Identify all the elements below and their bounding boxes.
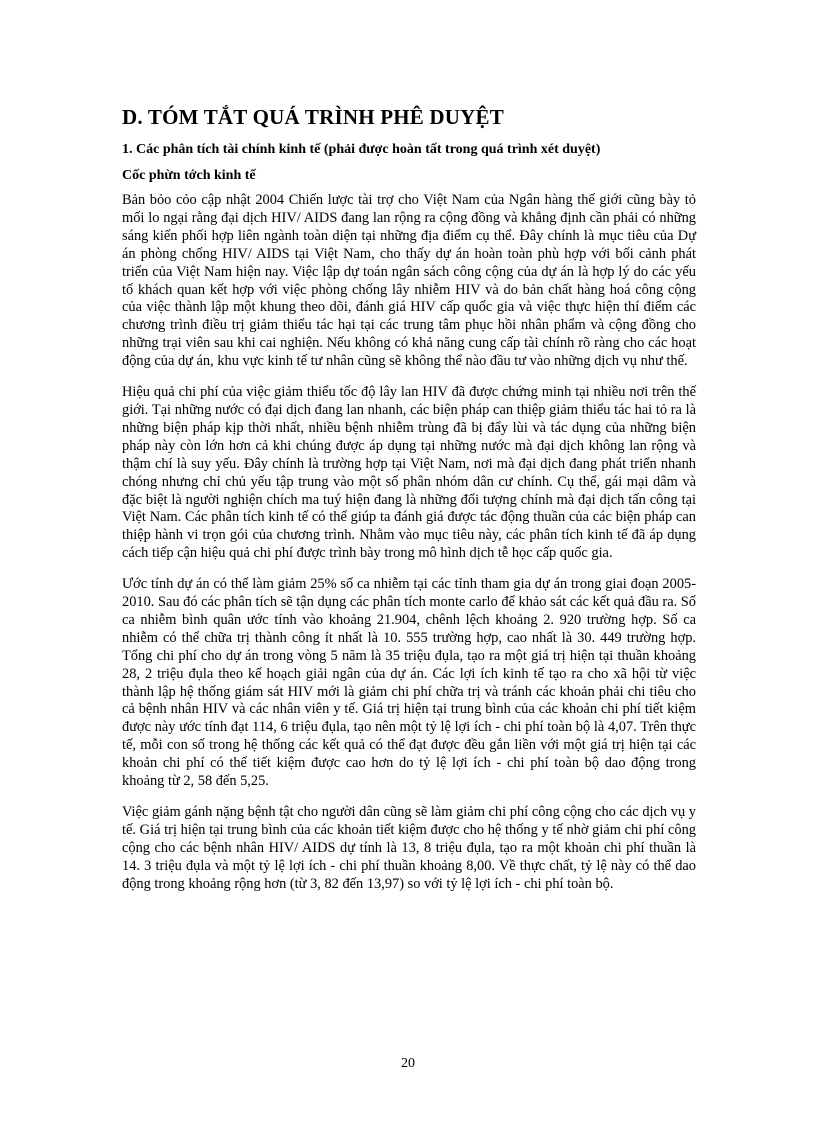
- subsection-title: 1. Các phân tích tài chính kinh tế (phải được hoàn tất trong quá trình xét duyệt): [122, 142, 601, 157]
- paragraph-1: Bản bỏo cỏo cập nhật 2004 Chiến lược tài trợ cho Việt Nam của Ngân hàng thế giới cũng bày tỏ mối lo ngại rằng đại dịch HIV/ AIDS đang lan rộng ra cộng đồng và khẳng định cần phải có những sáng kiến phối hợp liên ngành toàn diện tại những địa điểm cụ thể. Đây chính là mục tiêu của Dự án phòng chống HIV/ AIDS tại Việt Nam, cho thấy dự án hoàn toàn phù hợp với bối cảnh phát triển của Việt Nam hiện nay. Việc lập dự toán ngân sách công cộng của dự án là hợp lý do các yếu tố khách quan kết hợp với việc phòng chống lây nhiễm HIV và do bản chất hàng hoá công cộng của việc thành lập một khung theo dõi, đánh giá HIV cấp quốc gia và việc thực hiện thí điểm các chương trình điều trị giảm thiểu tác hại tại các trung tâm phục hồi nhân phẩm và cộng đồng cho những trại viên sau khi cai nghiện. Nếu không có khả năng cung cấp tài chính rõ ràng cho các hoạt động của dự án, khu vực kinh tế tư nhân cũng sẽ không thể nào đầu tư vào những dịch vụ như thế.: [122, 192, 696, 370]
- section-title: D. TÓM TẮT QUÁ TRÌNH PHÊ DUYỆT: [122, 105, 504, 129]
- paragraph-4: Việc giảm gánh nặng bệnh tật cho người dân cũng sẽ làm giảm chi phí công cộng cho các dịch vụ y tế. Giá trị hiện tại trung bình của các khoản tiết kiệm được cho hệ thống y tế nhờ giảm chi phí công cộng cho các bệnh nhân HIV/ AIDS dự tính là 13, 8 triệu đụla, tạo ra một khoản chi phí thuần là 14. 3 triệu đụla và một tỷ lệ lợi ích - chi phí thuần khoảng 8,00. Về thực chất, tỷ lệ này có thể dao động trong khoảng rộng hơn (từ 3, 82 đến 13,97) so với tỷ lệ lợi ích - chi phí toàn bộ.: [122, 804, 696, 892]
- paragraph-3: Ước tính dự án có thể làm giảm 25% số ca nhiễm tại các tỉnh tham gia dự án trong giai đoạn 2005-2010. Sau đó các phân tích sẽ tận dụng các phân tích monte carlo để khảo sát các kết quả đầu ra. Số ca nhiễm bình quân ước tính vào khoảng 21.904, chênh lệch khoảng 2. 920 trường hợp. Số ca nhiễm có thể chữa trị thành công ít nhất là 10. 555 trường hợp, cao nhất là 30. 449 trường hợp. Tổng chi phí cho dự án trong vòng 5 năm là 35 triệu đụla, tạo ra một giá trị hiện tại thuần khoảng 28, 2 triệu đụla theo kế hoạch giải ngân của dự án. Các lợi ích kinh tế tạo ra cho xã hội từ việc thành lập hệ thống giám sát HIV mới là giảm chi phí chữa trị và tránh các khoản phải chi tiêu cho cả bệnh nhân HIV và các nhân viên y tế. Giá trị hiện tại trung bình của các khoản chi phí tiết kiệm được này ước tính đạt 114, 6 triệu đụla, tạo nên một tỷ lệ lợi ích - chi phí toàn bộ là 4,07. Trên thực tế, mỗi con số trong hệ thống các kết quả có thể đạt được đều gắn liền với một giá trị hiện tại các khoản chi phí có thể tiết kiệm được cao hơn do tỷ lệ lợi ích - chi phí toàn bộ dao động trong khoảng từ 2, 58 đến 5,25.: [122, 576, 696, 790]
- paragraph-2: Hiệu quả chi phí của việc giảm thiểu tốc độ lây lan HIV đã được chứng minh tại nhiều nơi trên thế giới. Tại những nước có đại dịch đang lan nhanh, các biện pháp can thiệp giảm thiểu tác hai tỏ ra là những biện pháp kịp thời nhất, nhiều bệnh nhiễm trùng đã bị đẩy lùi và tác dụng của những biện pháp này còn lớn hơn cả khi chúng được áp dụng tại những nước mà đại dịch không lan rộng và thậm chí là suy yếu. Đây chính là trường hợp tại Việt Nam, nơi mà đại dịch đang phát triển nhanh chóng nhưng chỉ chủ yếu tập trung vào một số phân nhóm dân cư chính. Cụ thể, gái mại dâm và đặc biệt là người nghiện chích ma tuý hiện đang là những đối tượng chính mà đại dịch tấn công tại Việt Nam. Các phân tích kinh tế có thể giúp ta đánh giá được tác động thuần của các biện pháp can thiệp hành vi trọn gói của chương trình. Nhằm vào mục tiêu này, các phân tích kinh tế đã áp dụng cách tiếp cận hiệu quả chi phí được trình bày trong mô hình dịch tễ học cấp quốc gia.: [122, 384, 696, 562]
- page-number: 20: [401, 1056, 415, 1071]
- subheading: Cốc phừn tớch kinh tế: [122, 168, 256, 183]
- document-body: [122, 104, 696, 907]
